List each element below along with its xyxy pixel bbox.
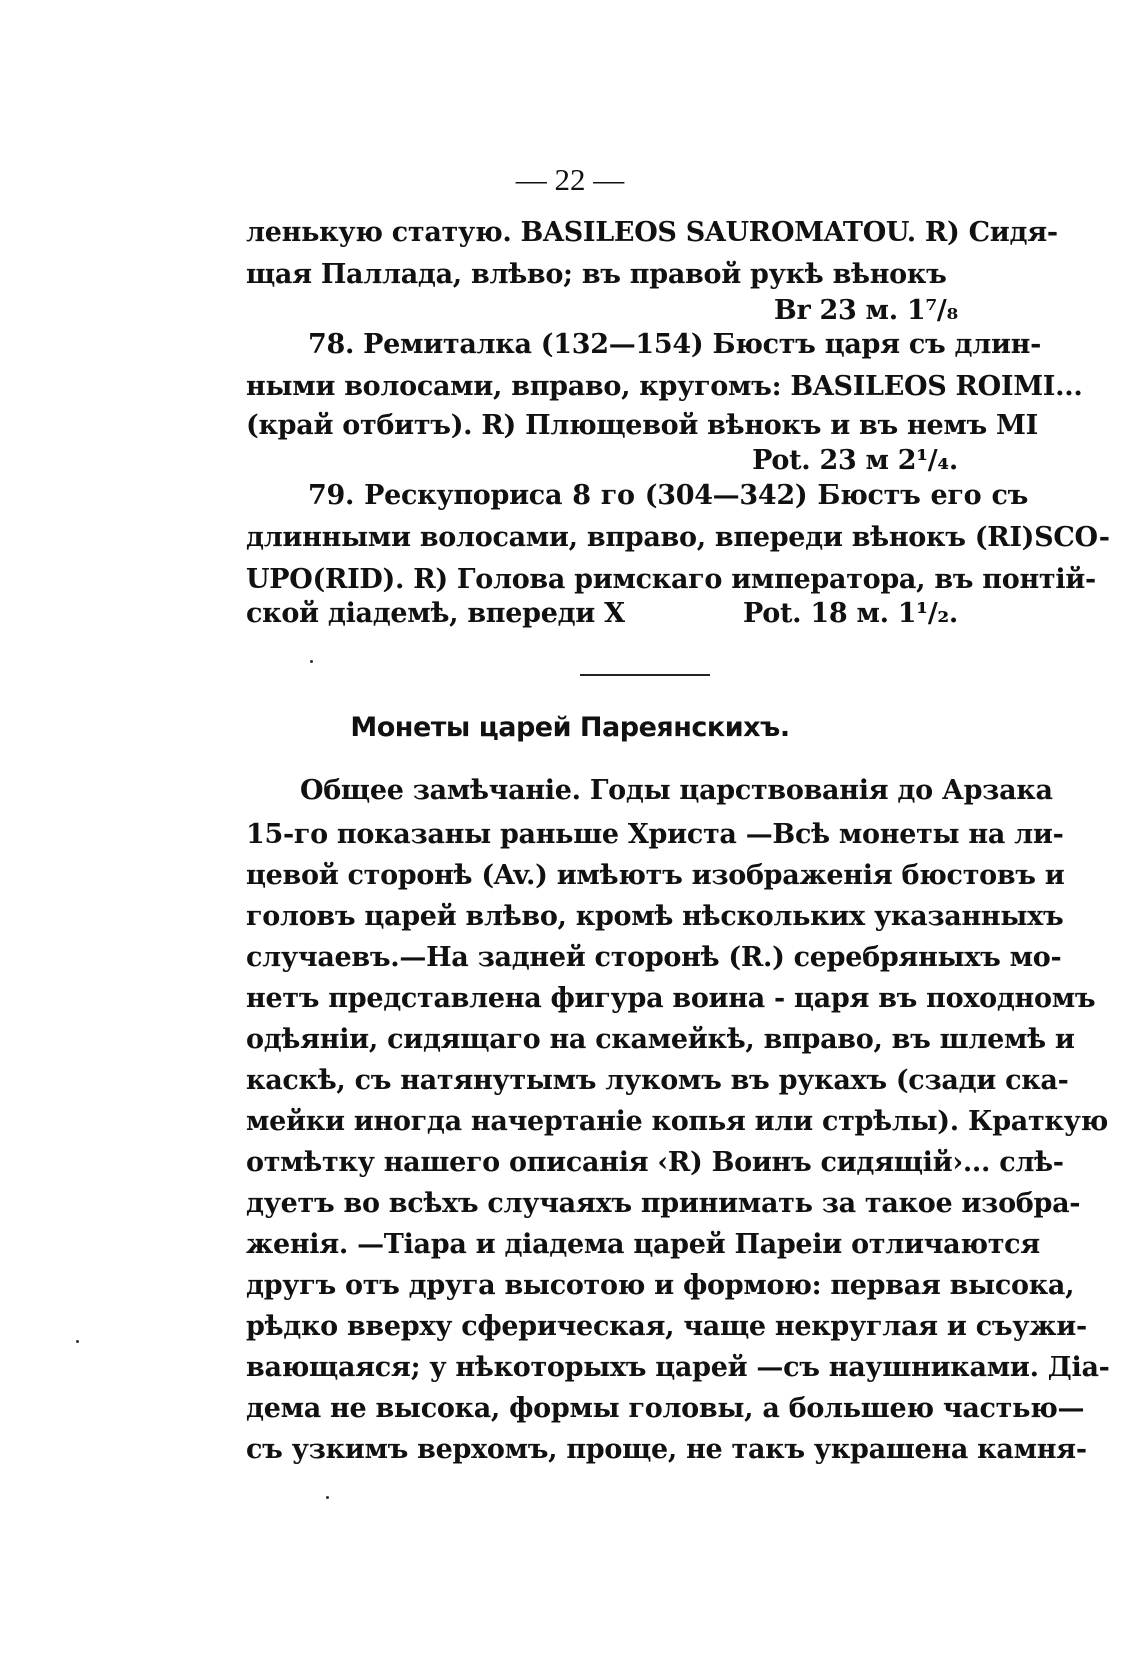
- text-line: нетъ представлена фигура воина - царя въ походномъ: [246, 983, 1096, 1014]
- text-line: рѣдко вверху сферическая, чаще некруглая и съужи-: [246, 1311, 1087, 1342]
- text-line: длинными волосами, вправо, впереди вѣнокъ (RI)SCO-: [246, 522, 1110, 553]
- text-line: цевой сторонѣ (Av.) имѣютъ изображенія бюстовъ и: [246, 860, 1065, 891]
- text-line: щая Паллада, влѣво; въ правой рукѣ вѣнокъ: [246, 259, 947, 290]
- paper-speck: [310, 660, 313, 663]
- text-line: вающаяся; у нѣкоторыхъ царей —съ наушниками. Діа-: [246, 1352, 1110, 1383]
- paper-speck: [326, 1496, 329, 1499]
- text-line: дуетъ во всѣхъ случаяхъ принимать за такое изобра-: [246, 1188, 1081, 1219]
- text-line: одѣяніи, сидящаго на скамейкѣ, вправо, въ шлемѣ и: [246, 1024, 1075, 1055]
- measurement-line: Pot. 18 м. 1¹/₂.: [743, 598, 958, 629]
- measurement-line: Br 23 м. 1⁷/₈: [773, 295, 958, 326]
- text-line: ской діадемѣ, впереди X: [246, 598, 625, 629]
- text-line: (край отбитъ). R) Плющевой вѣнокъ и въ немъ MI: [246, 410, 1038, 441]
- paper-speck: [76, 1340, 79, 1343]
- page-number: — 22 —: [515, 162, 625, 197]
- catalog-entry-79: 79. Рескупориса 8 го (304—342) Бюстъ его съ: [308, 480, 1028, 511]
- section-heading: Монеты царей Пареянскихъ.: [350, 712, 790, 743]
- text-line: головъ царей влѣво, кромѣ нѣскольких указанныхъ: [246, 901, 1064, 932]
- text-line: Общее замѣчаніе. Годы царствованія до Арзака: [300, 775, 1053, 806]
- measurement-line: Pot. 23 м 2¹/₄.: [752, 445, 958, 476]
- text-line: съ узкимъ верхомъ, проще, не такъ украшена камня-: [246, 1434, 1087, 1465]
- catalog-entry-78: 78. Ремиталка (132—154) Бюстъ царя съ длин-: [308, 329, 1042, 360]
- text-line: каскѣ, съ натянутымъ лукомъ въ рукахъ (сзади ска-: [246, 1065, 1069, 1096]
- text-line: 15-го показаны раньше Христа —Всѣ монеты на ли-: [246, 819, 1064, 850]
- text-line: UPO(RID). R) Голова римскаго императора, въ понтій-: [246, 564, 1096, 595]
- text-line: дема не высока, формы головы, а большею частью—: [246, 1393, 1085, 1424]
- text-line: другъ отъ друга высотою и формою: первая высока,: [246, 1270, 1075, 1301]
- text-line: женія. —Тіара и діадема царей Пареіи отличаются: [246, 1229, 1040, 1260]
- text-line: ленькую статую. BASILEOS SAUROMATOU. R) Сидя-: [246, 217, 1058, 248]
- text-line: случаевъ.—На задней сторонѣ (R.) серебряныхъ мо-: [246, 942, 1062, 973]
- section-divider: [580, 674, 710, 676]
- text-line: мейки иногда начертаніе копья или стрѣлы). Краткую: [246, 1106, 1108, 1137]
- text-line: отмѣтку нашего описанія ‹R) Воинъ сидящій›... слѣ-: [246, 1147, 1064, 1178]
- text-line: ными волосами, вправо, кругомъ: BASILEOS ROIMI...: [246, 371, 1083, 402]
